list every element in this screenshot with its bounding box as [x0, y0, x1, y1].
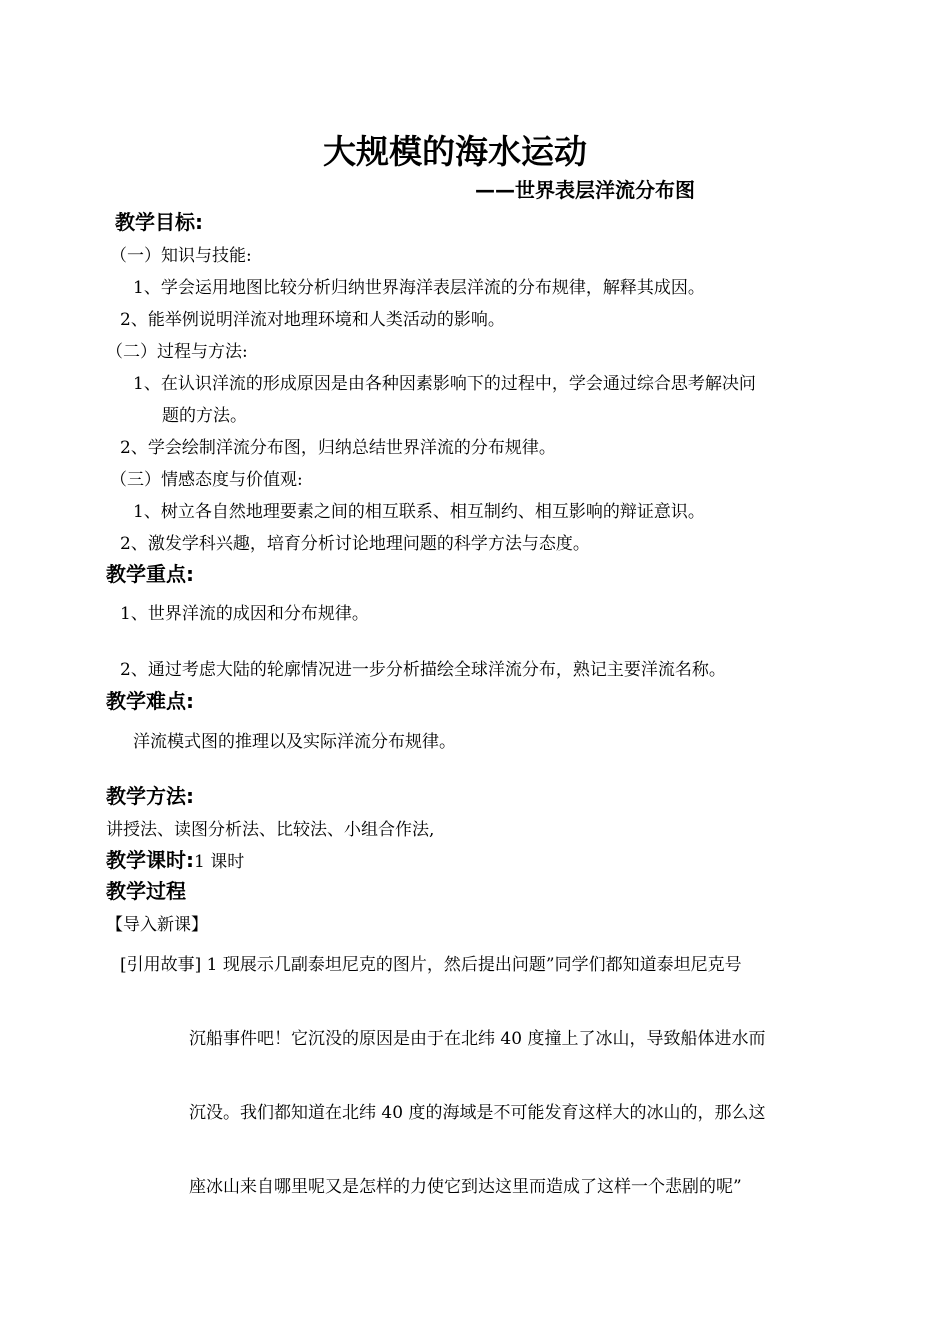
key-points-heading: 教学重点:	[106, 562, 194, 586]
objectives-section-2: （二）过程与方法:	[106, 342, 248, 362]
difficulties-text: 洋流模式图的推理以及实际洋流分布规律。	[133, 732, 456, 752]
hours-value: 1 课时	[194, 852, 245, 872]
process-line-1: [引用故事] 1 现展示几副泰坦尼克的图片，然后提出问题”同学们都知道泰坦尼克号	[120, 955, 742, 975]
key-points-item-2: 2、通过考虑大陆的轮廓情况进一步分析描绘全球洋流分布，熟记主要洋流名称。	[120, 660, 726, 680]
objectives-s1-item-2: 2、能举例说明洋流对地理环境和人类活动的影响。	[120, 310, 505, 330]
hours-line	[106, 847, 244, 875]
process-line-4: 座冰山来自哪里呢又是怎样的力使它到达这里而造成了这样一个悲剧的呢”	[189, 1177, 742, 1197]
objectives-s2-item-2: 2、学会绘制洋流分布图，归纳总结世界洋流的分布规律。	[120, 438, 556, 458]
process-heading: 教学过程	[106, 879, 186, 903]
objectives-s1-item-1: 1、学会运用地图比较分析归纳世界海洋表层洋流的分布规律，解释其成因。	[133, 278, 705, 298]
difficulties-heading: 教学难点:	[106, 689, 194, 713]
process-line-3: 沉没。我们都知道在北纬 40 度的海域是不可能发育这样大的冰山的，那么这	[189, 1103, 766, 1123]
objectives-section-3: （三）情感态度与价值观:	[110, 470, 303, 490]
objectives-s2-item-1-line-1: 1、在认识洋流的形成原因是由各种因素影响下的过程中，学会通过综合思考解决问	[133, 374, 756, 394]
objectives-s3-item-1: 1、树立各自然地理要素之间的相互联系、相互制约、相互影响的辩证意识。	[133, 502, 705, 522]
objectives-heading: 教学目标:	[115, 210, 203, 234]
methods-heading: 教学方法:	[106, 784, 194, 808]
process-intro-label: 【导入新课】	[106, 915, 208, 935]
objectives-s3-item-2: 2、激发学科兴趣，培育分析讨论地理问题的科学方法与态度。	[120, 534, 590, 554]
objectives-section-1: （一）知识与技能:	[110, 246, 252, 266]
methods-text: 讲授法、读图分析法、比较法、小组合作法,	[106, 820, 435, 840]
objectives-s2-item-1-line-2: 题的方法。	[162, 406, 247, 426]
document-subtitle: ——世界表层洋流分布图	[475, 178, 695, 202]
process-line-2: 沉船事件吧！它沉没的原因是由于在北纬 40 度撞上了冰山，导致船体进水而	[189, 1029, 766, 1049]
hours-heading: 教学课时:	[106, 848, 194, 872]
document-title: 大规模的海水运动	[323, 132, 587, 171]
key-points-item-1: 1、世界洋流的成因和分布规律。	[120, 604, 369, 624]
